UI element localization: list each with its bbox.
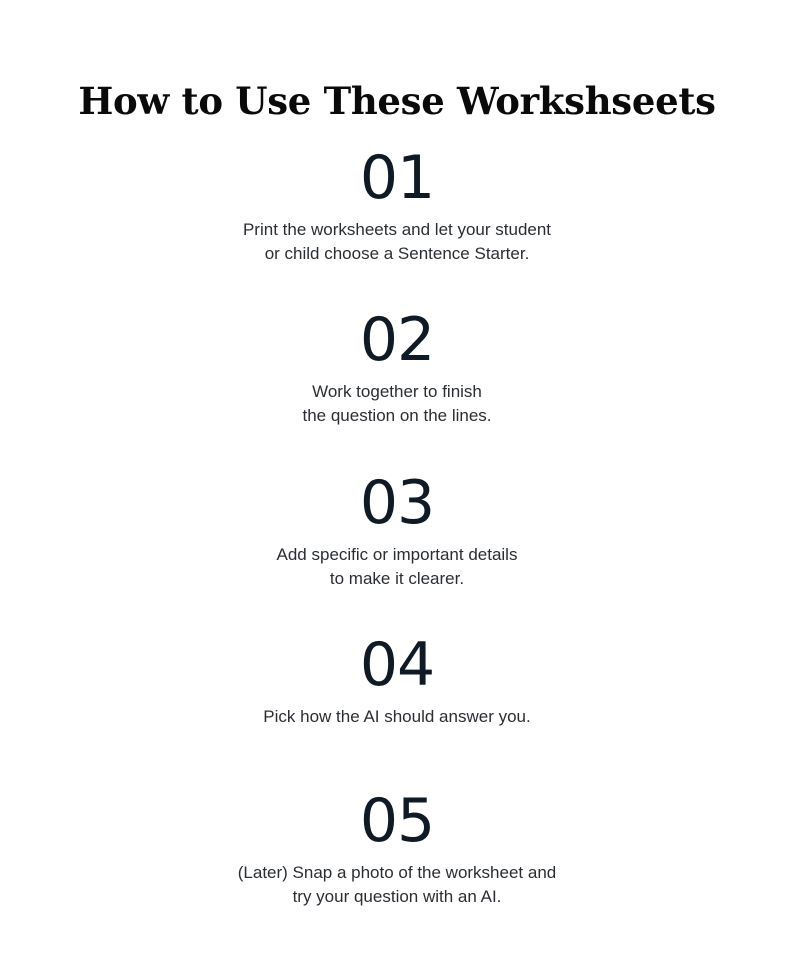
step-description-line: (Later) Snap a photo of the worksheet and [237,863,557,882]
step-description-line: Print the worksheets and let your student [242,220,552,239]
step-number: 02 [359,305,435,375]
step-4 [0,630,794,729]
step-description-line: Add specific or important details [276,545,518,564]
step-2 [0,305,794,427]
step-description-line: Work together to finish [312,382,482,401]
step-description-line: Pick how the AI should answer you. [263,707,531,726]
step-description-line: to make it clearer. [329,568,465,588]
step-description-line: try your question with an AI. [292,886,502,906]
step-description [0,705,794,729]
step-1 [0,143,794,265]
step-5 [0,786,794,908]
step-description [0,861,794,908]
step-3 [0,468,794,590]
step-description [0,380,794,427]
step-number: 01 [359,143,435,213]
step-description [0,218,794,265]
page-title: How to Use These Workshseets [78,78,716,123]
step-description-line: the question on the lines. [302,405,492,425]
step-description [0,543,794,590]
step-description-line: or child choose a Sentence Starter. [264,243,530,263]
step-number: 05 [359,786,435,856]
step-number: 03 [359,468,435,538]
step-number: 04 [359,630,435,700]
